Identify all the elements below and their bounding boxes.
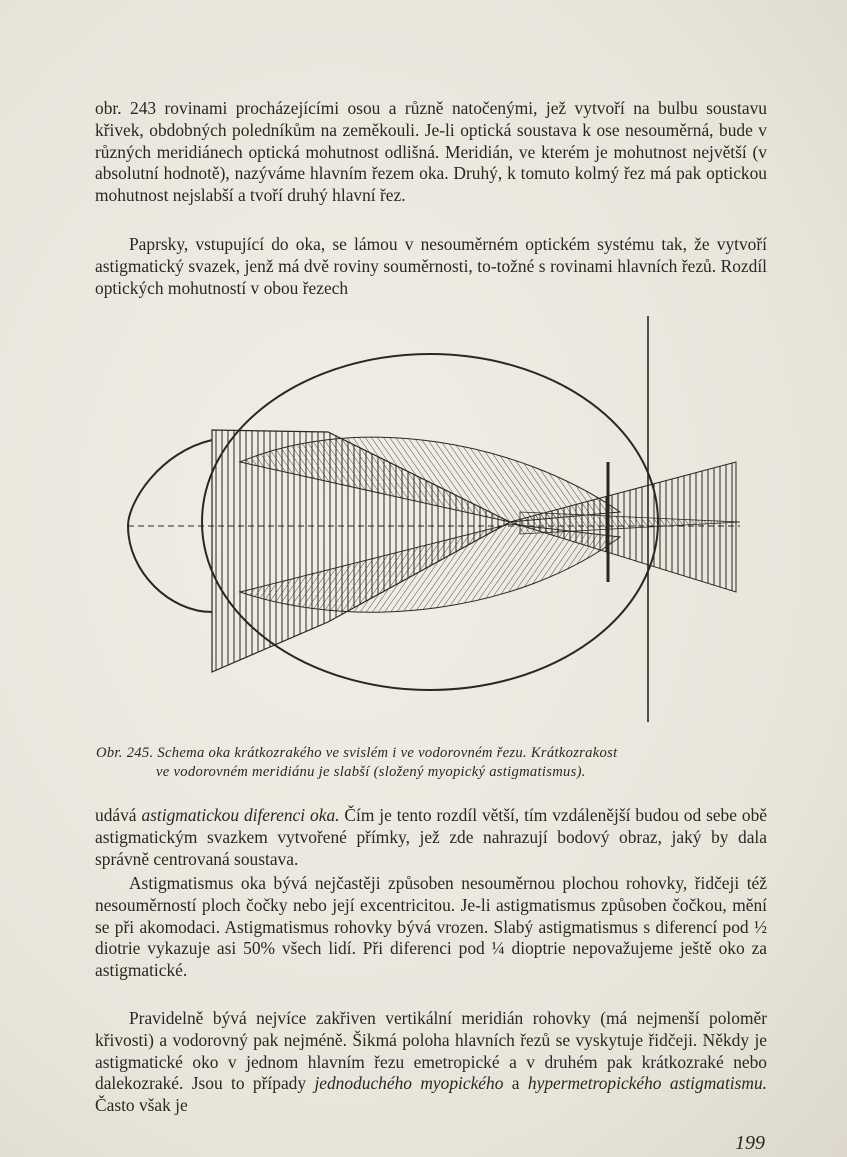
paragraph-5: Pravidelně bývá nejvíce zakřiven vertikální meridián rohovky (má nejmenší poloměr křivosti) a vodorovný pak nejméně. Šikmá poloha hlavních řezů se vyskytuje řidčeji. Někdy je astigmatické oko v jednom hlavním řezu emetropické a v druhém pak krátkozraké nebo dalekozraké. Jsou to případy jednoduchého myopického a hypermetropického astigmatismu. Často však je (95, 1008, 767, 1116)
page-number: 199 (735, 1132, 765, 1154)
figure-caption: Obr. 245. Schema oka krátkozrakého ve svislém i ve vodorovném řezu. Krátkozrakost ve vodorovném meridiánu je slabší (složený myopický astigmatismus). (96, 745, 618, 780)
paragraph-3: udává astigmatickou diferenci oka. Čím je tento rozdíl větší, tím vzdálenější budou od sebe obě astigmatickým svazkem vytvořené přímky, jež zde nahrazují bodový obraz, jaký by dala správně centrovaná soustava. (95, 805, 768, 869)
paragraph-4: Astigmatismus oka bývá nejčastěji způsoben nesouměrnou plochou rohovky, řidčeji též nesouměrností ploch čočky nebo její excentricitou. Je-li astigmatismus způsoben čočkou, mění se při akomodaci. Astigmatismus rohovky bývá vrozen. Slabý astigmatismus s diferencí pod ½ diotrie vykazuje asi 50% všech lidí. Při diferenci pod ¼ dioptrie nepovažujeme ještě oko za astigmatické. (95, 873, 768, 981)
paragraph-2: Paprsky, vstupující do oka, se lámou v nesouměrném optickém systému tak, že vytvoří astigmatický svazek, jenž má dvě roviny souměrnosti, to-tožné s rovinami hlavních řezů. Rozdíl optických mohutností v obou řezech (95, 234, 767, 298)
paragraph-1: obr. 243 rovinami procházejícími osou a různě natočenými, jež vytvoří na bulbu soustavu křivek, obdobných poledníkům na zeměkouli. Je-li optická soustava k ose nesouměrná, bude v různých meridiánech optická mohutnost odlišná. Meridián, ve kterém je mohutnost největší (v absolutní hodnotě), nazýváme hlavním řezem oka. Druhý, k tomuto kolmý řez má pak optickou mohutnost nejslabší a tvoří druhý hlavní řez. (95, 98, 767, 206)
eye-astigmatism-diagram (100, 312, 750, 730)
